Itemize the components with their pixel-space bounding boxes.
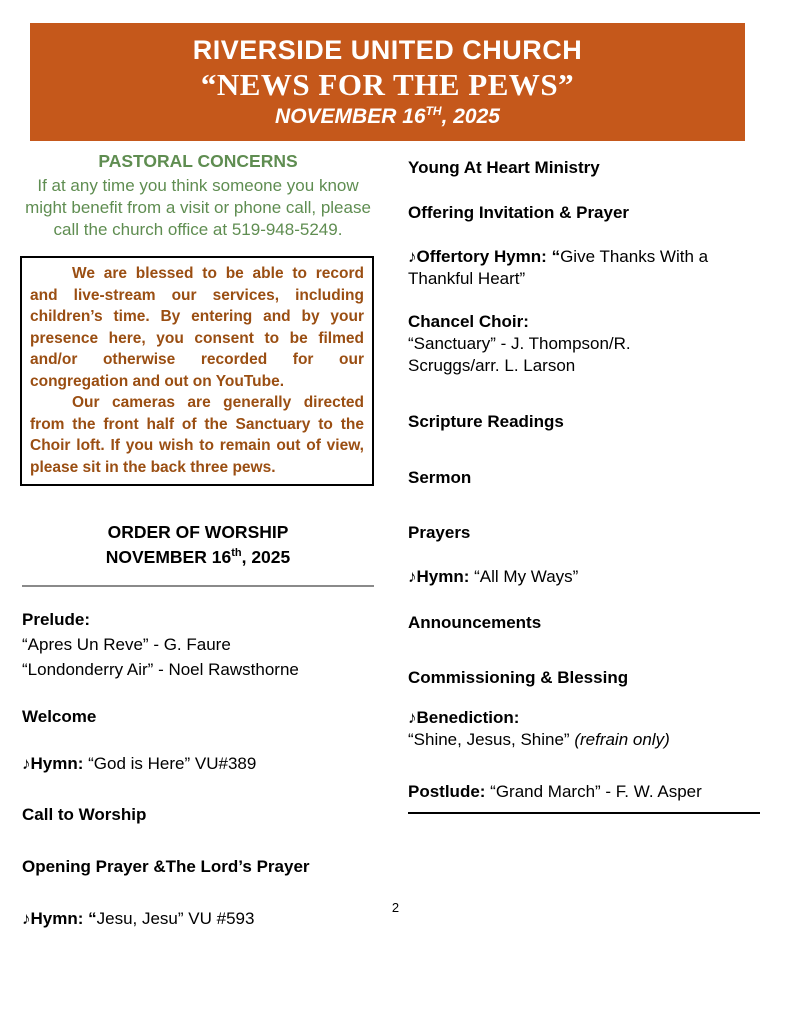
pastoral-concerns-body: If at any time you think someone you know might benefit from a visit or phone call, please call the church office at 519-948-5249. xyxy=(25,176,371,239)
order-of-worship-title: ORDER OF WORSHIP xyxy=(107,522,289,542)
offertory-hymn-title: Give Thanks With a Thankful Heart” xyxy=(408,247,709,288)
recording-notice-paragraph-1: We are blessed to be able to record and live-stream our services, including children’s time. By entering and by your presence here, you consent to be filmed and/or otherwise recorded for our congregation and out on YouTube. xyxy=(30,265,364,390)
hymn-label: ♪Hymn: “ xyxy=(22,909,97,928)
order-date-ordinal: th xyxy=(231,547,242,560)
order-date-day: NOVEMBER 16 xyxy=(105,547,232,567)
prelude-label: Prelude: xyxy=(22,610,91,629)
benediction-title: “Shine, Jesus, Shine” xyxy=(408,730,575,749)
young-at-heart-item: Young At Heart Ministry xyxy=(408,158,600,177)
prelude-piece-1: “Apres Un Reve” - G. Faure xyxy=(22,635,231,654)
page-number: 2 xyxy=(391,900,400,915)
postlude-item xyxy=(408,781,760,814)
prelude-item xyxy=(22,607,374,682)
scripture-readings-item: Scripture Readings xyxy=(408,412,564,431)
order-of-worship-header xyxy=(22,520,374,570)
banner-date xyxy=(275,104,500,130)
hymn-title: “God is Here” VU#389 xyxy=(83,754,257,773)
banner-date-ordinal: TH xyxy=(425,104,442,118)
order-of-worship-divider xyxy=(22,585,374,587)
left-column xyxy=(22,150,374,931)
hymn-title: Jesu, Jesu” VU #593 xyxy=(96,909,255,928)
hymn-god-is-here-item xyxy=(22,751,374,776)
chancel-choir-item xyxy=(408,311,760,377)
recording-notice-box xyxy=(20,256,374,486)
postlude-title: “Grand March” - F. W. Asper xyxy=(485,782,702,801)
order-date-year: , 2025 xyxy=(241,547,291,567)
chancel-choir-piece-line1: “Sanctuary” - J. Thompson/R. xyxy=(408,334,631,353)
hymn-label: ♪Hymn: xyxy=(22,754,84,773)
commissioning-blessing-item: Commissioning & Blessing xyxy=(408,668,629,687)
hymn-all-my-ways-item xyxy=(408,566,760,588)
opening-prayer-item: Opening Prayer &The Lord’s Prayer xyxy=(22,857,310,876)
benediction-item xyxy=(408,707,760,751)
postlude-label: Postlude: xyxy=(408,782,486,801)
call-to-worship-item: Call to Worship xyxy=(22,805,147,824)
welcome-item: Welcome xyxy=(22,707,97,726)
prelude-piece-2: “Londonderry Air” - Noel Rawsthorne xyxy=(22,660,299,679)
benediction-title-line xyxy=(408,729,760,751)
right-column xyxy=(408,157,760,814)
hymn-title: “All My Ways” xyxy=(469,567,579,586)
chancel-choir-label: Chancel Choir: xyxy=(408,312,529,331)
newsletter-title: “NEWS FOR THE PEWS” xyxy=(200,67,575,102)
order-of-worship-date xyxy=(22,545,374,570)
benediction-label: ♪Benediction: xyxy=(408,708,520,727)
church-name: RIVERSIDE UNITED CHURCH xyxy=(192,35,583,65)
banner-date-day: NOVEMBER 16 xyxy=(275,105,426,128)
benediction-refrain-note: (refrain only) xyxy=(574,730,670,749)
chancel-choir-piece-line2: Scruggs/arr. L. Larson xyxy=(408,356,576,375)
offertory-hymn-item xyxy=(408,246,760,290)
hymn-label: ♪Hymn: xyxy=(408,567,470,586)
banner-date-year: , 2025 xyxy=(441,105,500,128)
offertory-hymn-label: ♪Offertory Hymn: “ xyxy=(408,247,561,266)
pastoral-concerns-title: PASTORAL CONCERNS xyxy=(98,151,298,171)
recording-notice-paragraph-2: Our cameras are generally directed from the front half of the Sanctuary to the Choir loft. If you wish to remain out of view, please sit in the back three pews. xyxy=(30,394,364,476)
church-banner xyxy=(30,23,745,141)
announcements-item: Announcements xyxy=(408,613,542,632)
prayers-item: Prayers xyxy=(408,523,471,542)
pastoral-concerns-section xyxy=(22,150,374,241)
offering-invitation-item: Offering Invitation & Prayer xyxy=(408,203,630,222)
sermon-item: Sermon xyxy=(408,468,472,487)
